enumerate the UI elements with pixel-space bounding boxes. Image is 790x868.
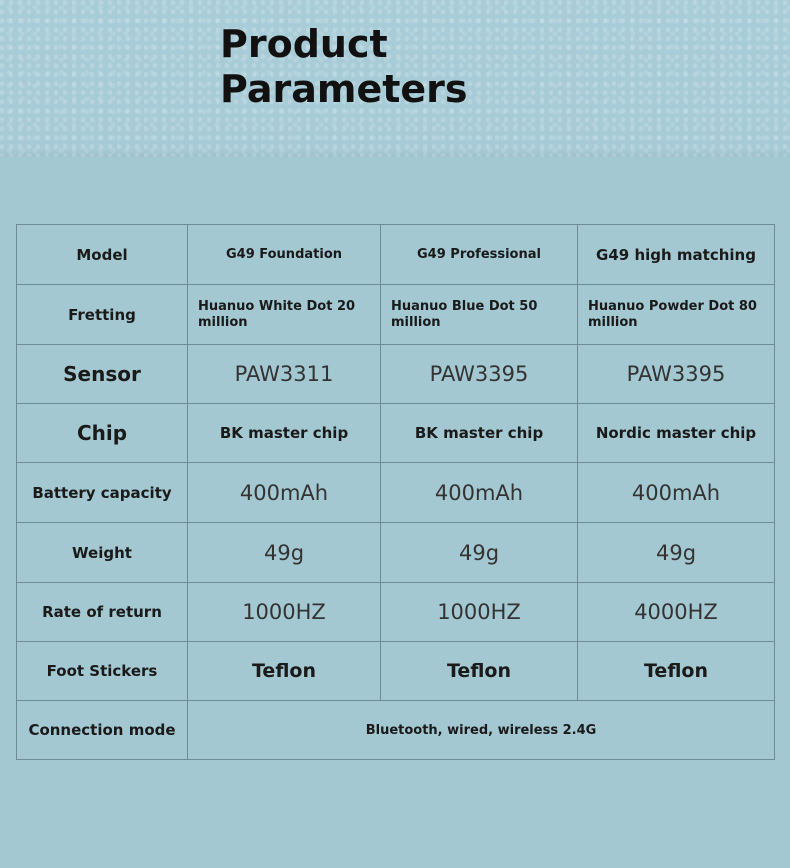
table-row-connection-mode	[17, 701, 775, 760]
cell-sensor-high-matching: PAW3395	[578, 345, 775, 404]
cell-weight-high-matching: 49g	[578, 523, 775, 583]
row-label-connection-mode: Connection mode	[17, 701, 188, 760]
cell-fretting-professional: Huanuo Blue Dot 50 million	[381, 285, 578, 345]
column-header-professional: G49 Professional	[381, 225, 578, 285]
cell-chip-professional: BK master chip	[381, 404, 578, 463]
cell-chip-high-matching: Nordic master chip	[578, 404, 775, 463]
table-row-model	[17, 225, 775, 285]
cell-connection-mode: Bluetooth, wired, wireless 2.4G	[188, 701, 775, 760]
cell-feet-foundation: Teflon	[188, 642, 381, 701]
table-row-sensor	[17, 345, 775, 404]
cell-sensor-foundation: PAW3311	[188, 345, 381, 404]
cell-battery-foundation: 400mAh	[188, 463, 381, 523]
header-banner	[0, 0, 790, 157]
page-title: Product Parameters	[220, 22, 468, 111]
row-label-foot-stickers: Foot Stickers	[17, 642, 188, 701]
column-header-foundation: G49 Foundation	[188, 225, 381, 285]
parameters-table	[16, 224, 775, 760]
cell-fretting-high-matching: Huanuo Powder Dot 80 million	[578, 285, 775, 345]
row-label-weight: Weight	[17, 523, 188, 583]
cell-battery-high-matching: 400mAh	[578, 463, 775, 523]
table-row-foot-stickers	[17, 642, 775, 701]
table-row-battery	[17, 463, 775, 523]
row-label-battery: Battery capacity	[17, 463, 188, 523]
column-header-high-matching: G49 high matching	[578, 225, 775, 285]
table-row-rate-of-return	[17, 583, 775, 642]
cell-sensor-professional: PAW3395	[381, 345, 578, 404]
row-label-rate-of-return: Rate of return	[17, 583, 188, 642]
row-label-fretting: Fretting	[17, 285, 188, 345]
cell-rate-foundation: 1000HZ	[188, 583, 381, 642]
row-label-chip: Chip	[17, 404, 188, 463]
cell-feet-professional: Teflon	[381, 642, 578, 701]
cell-fretting-foundation: Huanuo White Dot 20 million	[188, 285, 381, 345]
cell-weight-foundation: 49g	[188, 523, 381, 583]
cell-rate-high-matching: 4000HZ	[578, 583, 775, 642]
cell-weight-professional: 49g	[381, 523, 578, 583]
cell-chip-foundation: BK master chip	[188, 404, 381, 463]
cell-feet-high-matching: Teflon	[578, 642, 775, 701]
row-label-sensor: Sensor	[17, 345, 188, 404]
row-label-model: Model	[17, 225, 188, 285]
table-row-weight	[17, 523, 775, 583]
table-row-fretting	[17, 285, 775, 345]
table-row-chip	[17, 404, 775, 463]
cell-rate-professional: 1000HZ	[381, 583, 578, 642]
cell-battery-professional: 400mAh	[381, 463, 578, 523]
